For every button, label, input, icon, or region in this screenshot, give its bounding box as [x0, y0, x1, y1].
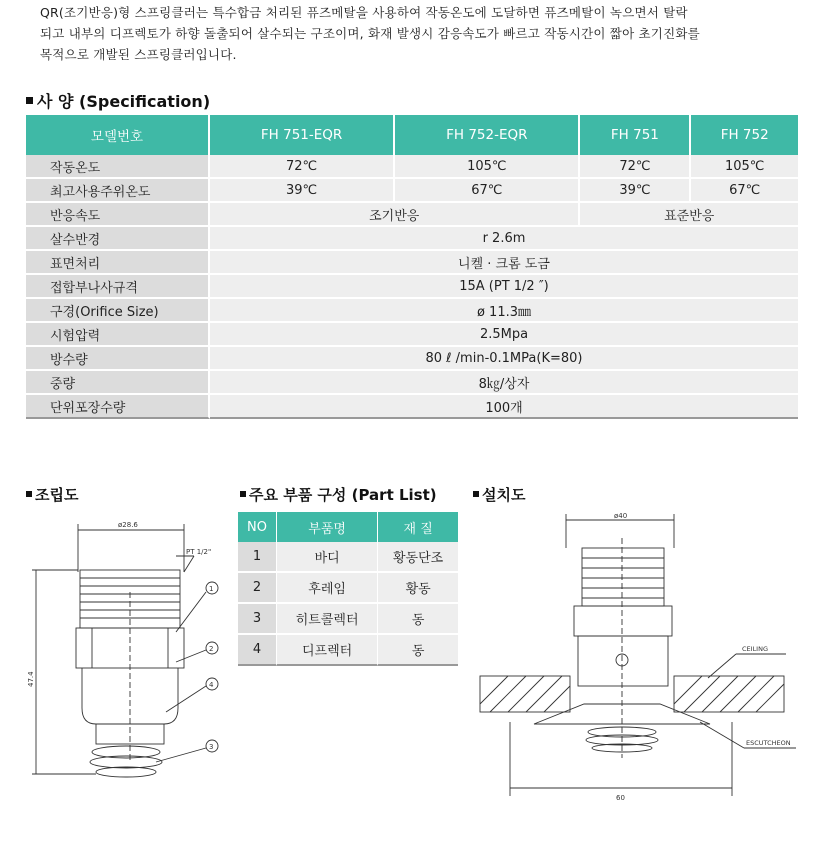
parts-header-cell: NO — [238, 512, 277, 542]
spec-cell: 표준반응 — [580, 203, 798, 227]
escutcheon-label: ESCUTCHEON — [746, 739, 791, 747]
installation-drawing — [474, 508, 804, 808]
spec-row-label: 살수반경 — [26, 227, 210, 251]
parts-header-cell: 재 질 — [378, 512, 458, 542]
spec-cell: 니켈 · 크롬 도금 — [210, 251, 798, 275]
parts-name: 후레임 — [277, 573, 378, 604]
spec-row-label: 작동온도 — [26, 155, 210, 179]
body-thread — [582, 548, 664, 606]
spec-title-text: 사 양 (Specification) — [37, 92, 211, 111]
parts-header-cell: 부품명 — [277, 512, 378, 542]
spec-cell: 100개 — [210, 395, 798, 419]
spec-cell: 39℃ — [210, 179, 395, 203]
svg-text:2: 2 — [209, 645, 214, 653]
bullet-square-icon — [26, 491, 32, 497]
install-title-text: 설치도 — [482, 486, 526, 504]
parts-no: 4 — [238, 635, 277, 666]
spec-cell: 105℃ — [691, 155, 798, 179]
assembly-title-text: 조립도 — [35, 486, 79, 504]
spec-cell: 67℃ — [395, 179, 580, 203]
parts-name: 히트콜렉터 — [277, 604, 378, 635]
spec-row — [26, 323, 798, 347]
parts-header-row — [238, 512, 458, 542]
bullet-square-icon — [240, 491, 246, 497]
spec-row — [26, 203, 798, 227]
parts-section-title — [240, 484, 437, 505]
assembly-drawing — [26, 512, 236, 792]
parts-row — [238, 635, 458, 666]
spec-cell: 조기반응 — [210, 203, 580, 227]
spec-row-label: 시험압력 — [26, 323, 210, 347]
spec-cell: 67℃ — [691, 179, 798, 203]
parts-name: 바디 — [277, 542, 378, 573]
spec-row — [26, 347, 798, 371]
install-section-title — [473, 484, 525, 505]
spec-cell: 105℃ — [395, 155, 580, 179]
spec-row — [26, 227, 798, 251]
assembly-section-title — [26, 484, 78, 505]
spec-cell: 15A (PT 1/2 ″) — [210, 275, 798, 299]
spec-row — [26, 299, 798, 323]
spec-cell: r 2.6m — [210, 227, 798, 251]
spec-cell: 8㎏/상자 — [210, 371, 798, 395]
bullet-square-icon — [26, 97, 33, 104]
spec-cell: 2.5Mpa — [210, 323, 798, 347]
spec-row — [26, 275, 798, 299]
dim-width-label: ø28.6 — [118, 521, 138, 529]
spec-cell: 72℃ — [580, 155, 691, 179]
dim-top-label: ø40 — [614, 512, 628, 520]
ceiling-label: CEILING — [742, 645, 768, 653]
spec-cell: ø 11.3㎜ — [210, 299, 798, 323]
spec-header-cell: 모델번호 — [26, 115, 210, 155]
parts-material: 황동 — [378, 573, 458, 604]
dim-height-label: 47.4 — [27, 671, 35, 687]
body-frame — [578, 636, 668, 686]
intro-line: 되고 내부의 디프렉토가 하향 돌출되어 살수되는 구조이며, 화재 발생시 감응속도가 빠르고 작동시간이 짧아 초기진화를 — [40, 26, 700, 41]
bullet-square-icon — [473, 491, 479, 497]
spec-table — [26, 115, 798, 419]
spec-header-cell: FH 752 — [691, 115, 798, 155]
intro-line: 목적으로 개발된 스프링클러입니다. — [40, 47, 237, 62]
dim-bottom-label: 60 — [616, 794, 625, 802]
parts-title-text: 주요 부품 구성 (Part List) — [249, 486, 437, 504]
spec-header-cell: FH 751-EQR — [210, 115, 395, 155]
spec-row — [26, 179, 798, 203]
parts-no: 2 — [238, 573, 277, 604]
body-hex — [574, 606, 672, 636]
parts-row — [238, 604, 458, 635]
spec-row-label: 단위포장수량 — [26, 395, 210, 419]
spec-cell: 80 ℓ /min-0.1MPa(K=80) — [210, 347, 798, 371]
parts-no: 1 — [238, 542, 277, 573]
spec-row — [26, 371, 798, 395]
parts-table — [238, 512, 458, 666]
parts-material: 동 — [378, 604, 458, 635]
intro-line: QR(조기반응)형 스프링클러는 특수합금 처리된 퓨즈메탈을 사용하여 작동온도에 도달하면 퓨즈메탈이 녹으면서 탈락 — [40, 5, 688, 20]
svg-text:3: 3 — [209, 743, 214, 751]
spec-row-label: 최고사용주위온도 — [26, 179, 210, 203]
spec-row-label: 방수량 — [26, 347, 210, 371]
spec-header-row — [26, 115, 798, 155]
thread-label: PT 1/2" — [186, 548, 212, 556]
spec-row-label: 구경(Orifice Size) — [26, 299, 210, 323]
svg-text:4: 4 — [209, 681, 214, 689]
spec-cell: 72℃ — [210, 155, 395, 179]
spec-header-cell: FH 752-EQR — [395, 115, 580, 155]
intro-text — [40, 2, 782, 65]
spec-header-cell: FH 751 — [580, 115, 691, 155]
parts-material: 황동단조 — [378, 542, 458, 573]
spec-row — [26, 251, 798, 275]
parts-row — [238, 542, 458, 573]
svg-text:1: 1 — [209, 585, 214, 593]
spec-row — [26, 155, 798, 179]
spec-row — [26, 395, 798, 419]
spec-row-label: 중량 — [26, 371, 210, 395]
spec-cell: 39℃ — [580, 179, 691, 203]
parts-row — [238, 573, 458, 604]
parts-name: 디프렉터 — [277, 635, 378, 666]
ceiling — [480, 676, 784, 712]
spec-row-label: 반응속도 — [26, 203, 210, 227]
spec-section-title — [26, 89, 210, 112]
spec-row-label: 접합부나사규격 — [26, 275, 210, 299]
parts-material: 동 — [378, 635, 458, 666]
spec-row-label: 표면처리 — [26, 251, 210, 275]
parts-no: 3 — [238, 604, 277, 635]
